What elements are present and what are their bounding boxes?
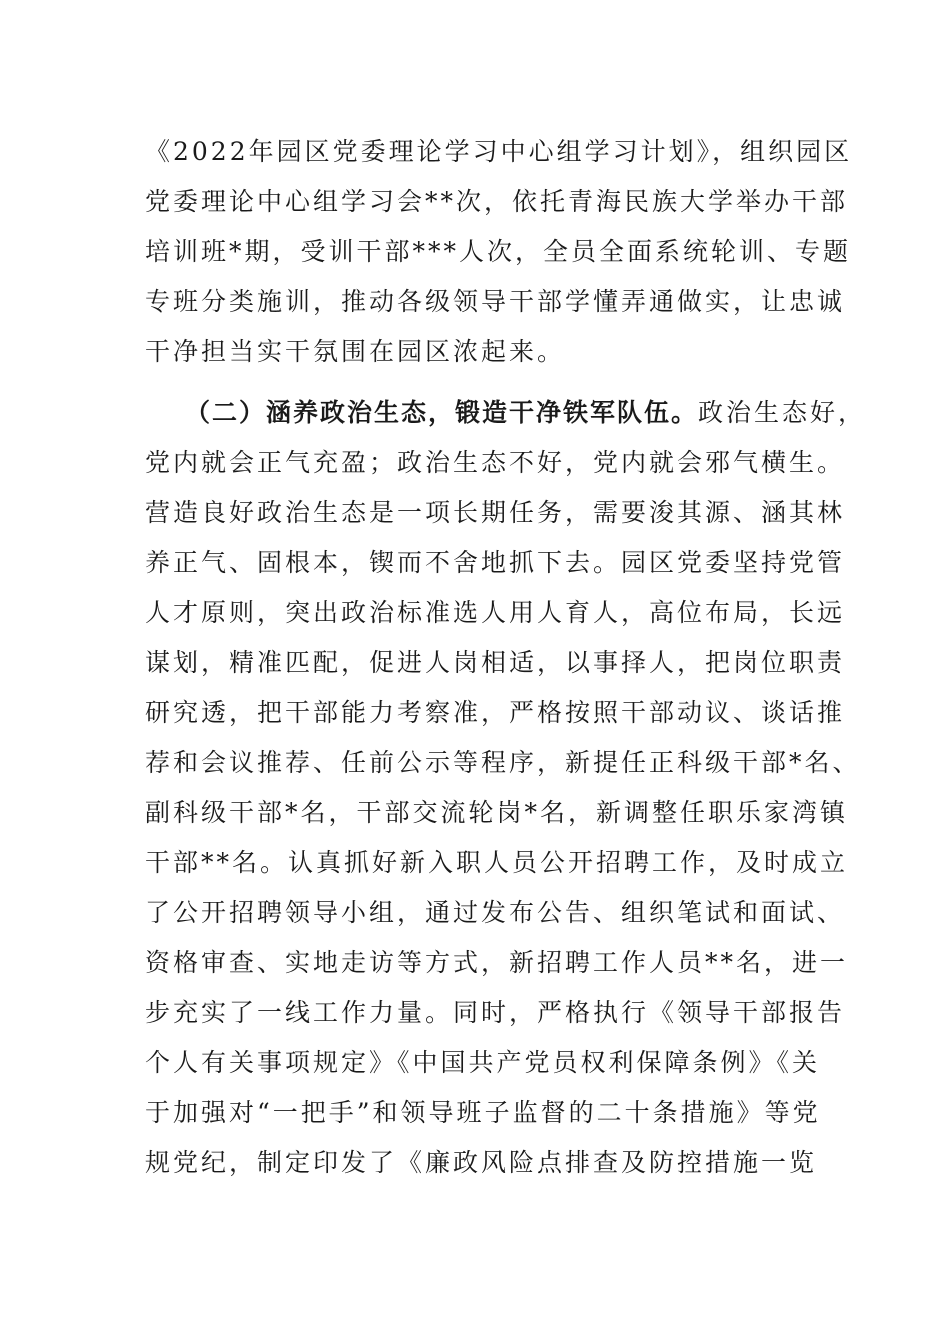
- paragraph-line: 谋划，精准匹配，促进人岗相适，以事择人，把岗位职责: [145, 648, 846, 677]
- paragraph-line: 营造良好政治生态是一项长期任务，需要浚其源、涵其林: [145, 498, 846, 527]
- paragraph-line: 个人有关事项规定》《中国共产党员权利保障条例》《关: [145, 1048, 821, 1077]
- paragraph-line: 干净担当实干氛围在园区浓起来。: [145, 337, 566, 366]
- paragraph-text: 政治生态好，: [698, 398, 867, 427]
- paragraph-line: 养正气、固根本，锲而不舍地抓下去。园区党委坚持党管: [145, 548, 846, 577]
- paragraph-line: 《2022年园区党委理论学习中心组学习计划》，组织园区: [145, 137, 853, 166]
- paragraph-line: 党委理论中心组学习会**次，依托青海民族大学举办干部: [145, 187, 849, 216]
- section-heading-line: [185, 397, 875, 429]
- paragraph-line: 荐和会议推荐、任前公示等程序，新提任正科级干部*名、: [145, 748, 861, 777]
- paragraph-line: 资格审查、实地走访等方式，新招聘工作人员**名，进一: [145, 948, 849, 977]
- paragraph-line: 专班分类施训，推动各级领导干部学懂弄通做实，让忠诚: [145, 287, 846, 316]
- paragraph-line: 规党纪，制定印发了《廉政风险点排查及防控措施一览: [145, 1148, 818, 1177]
- section-heading: （二）涵养政治生态，锻造干净铁军队伍。: [185, 398, 699, 427]
- paragraph-line: 于加强对“一把手”和领导班子监督的二十条措施》等党: [145, 1098, 821, 1127]
- paragraph-line: 培训班*期，受训干部***人次，全员全面系统轮训、专题: [145, 237, 852, 266]
- paragraph-line: 党内就会正气充盈；政治生态不好，党内就会邪气横生。: [145, 448, 846, 477]
- paragraph-line: 副科级干部*名，干部交流轮岗*名，新调整任职乐家湾镇: [145, 798, 849, 827]
- paragraph-line: 了公开招聘领导小组，通过发布公告、组织笔试和面试、: [145, 898, 846, 927]
- paragraph-line: 步充实了一线工作力量。同时，严格执行《领导干部报告: [145, 998, 846, 1027]
- paragraph-line: 人才原则，突出政治标准选人用人育人，高位布局，长远: [145, 598, 846, 627]
- paragraph-line: 干部**名。认真抓好新入职人员公开招聘工作，及时成立: [145, 848, 849, 877]
- paragraph-line: 研究透，把干部能力考察准，严格按照干部动议、谈话推: [145, 698, 846, 727]
